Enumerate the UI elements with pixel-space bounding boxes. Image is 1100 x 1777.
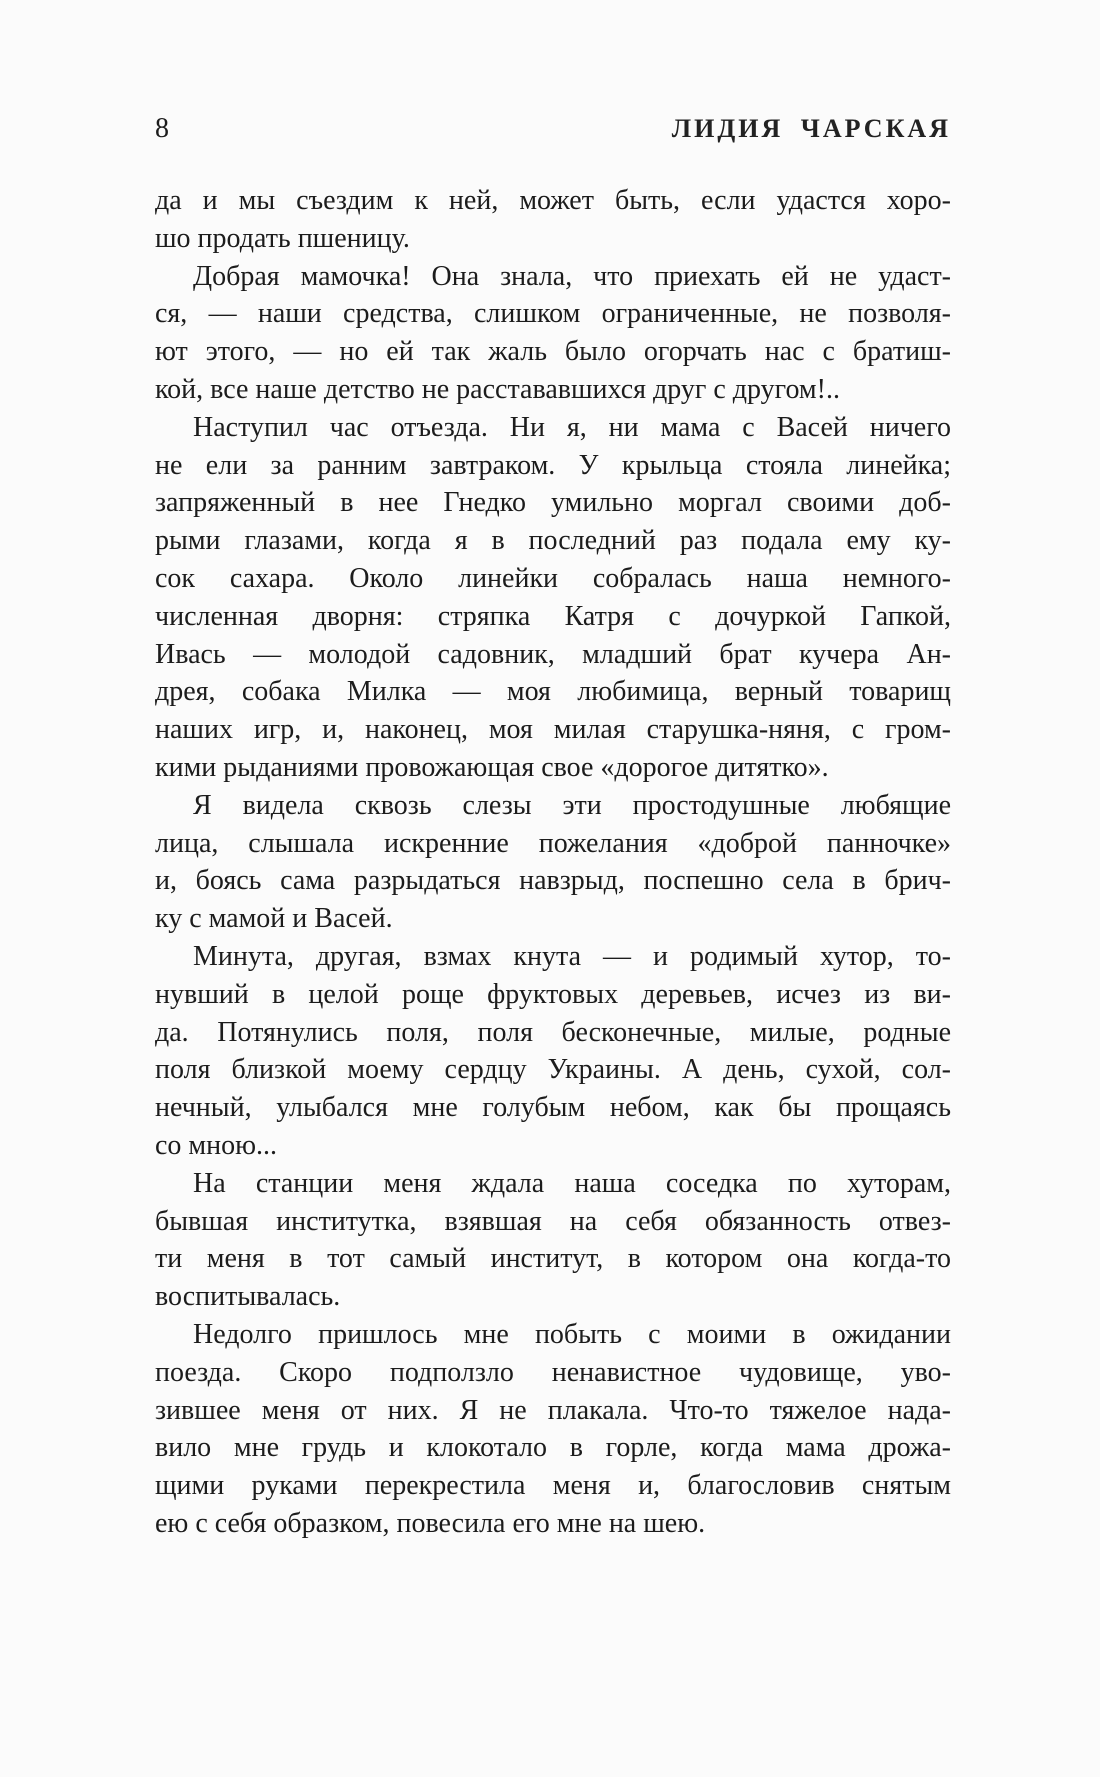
text-line: да. Потянулись поля, поля бесконечные, милые, родные [155,1016,951,1048]
text-line: На станции меня ждала наша соседка по хуторам, [193,1167,951,1199]
text-line: Ивась — молодой садовник, младший брат кучера Ан- [155,638,951,670]
paragraph [155,182,951,258]
text-line: вило мне грудь и клокотало в горле, когда мама дрожа- [155,1432,951,1464]
text-line: Минута, другая, взмах кнута — и родимый хутор, то- [193,940,951,972]
text-line: наших игр, и, наконец, моя милая старушка-няня, с гром- [155,714,951,746]
running-header-title: ЛИДИЯ ЧАРСКАЯ [671,114,951,143]
text-line: лица, слышала искренние пожелания «доброй панночке» [155,827,951,859]
text-line: дрея, собака Милка — моя любимица, верный товарищ [155,676,951,708]
text-line: воспитывалась. [155,1281,341,1313]
text-line: щими руками перекрестила меня и, благословив снятым [155,1470,951,1502]
text-line: поля близкой моему сердцу Украины. А день, сухой, сол- [155,1054,951,1086]
text-line: бывшая институтка, взявшая на себя обязанность отвез- [155,1205,951,1237]
paragraph [155,1316,951,1543]
text-line: численная дворня: стряпка Катря с дочуркой Гапкой, [155,600,951,632]
paragraph [155,409,951,787]
page-content [155,112,951,1543]
text-line: не ели за ранним завтраком. У крыльца стояла линейка; [155,449,951,481]
text-line: Я видела сквозь слезы эти простодушные любящие [193,789,951,821]
paragraph [155,787,951,938]
text-line: Добрая мамочка! Она знала, что приехать ей не удаст- [193,260,951,292]
text-line: ти меня в тот самый институт, в котором она когда-то [155,1243,951,1275]
text-line: запряженный в нее Гнедко умильно моргал своими доб- [155,487,951,519]
text-line: ся, — наши средства, слишком ограниченные, не позволя- [155,298,951,330]
body-text [155,182,951,1543]
paragraph [155,938,951,1165]
text-line: и, боясь сама разрыдаться навзрыд, поспешно села в брич- [155,865,951,897]
text-line: нувший в целой роще фруктовых деревьев, исчез из ви- [155,978,951,1010]
text-line: кими рыданиями провожающая свое «дорогое дитятко». [155,751,829,783]
text-line: рыми глазами, когда я в последний раз подала ему ку- [155,525,951,557]
running-head [155,112,951,146]
text-line: со мною... [155,1129,278,1161]
text-line: кой, все наше детство не расстававшихся друг с другом!.. [155,373,840,405]
text-line: ею с себя образком, повесила его мне на шею. [155,1507,706,1539]
text-line: поезда. Скоро подползло ненавистное чудовище, уво- [155,1356,951,1388]
paragraph [155,258,951,409]
text-line: шо продать пшеницу. [155,222,410,254]
text-line: ют этого, — но ей так жаль было огорчать нас с братиш- [155,336,951,368]
text-line: Наступил час отъезда. Ни я, ни мама с Васей ничего [193,411,951,443]
text-line: ку с мамой и Васей. [155,903,393,935]
text-line: Недолго пришлось мне побыть с моими в ожидании [193,1318,951,1350]
text-line: зившее меня от них. Я не плакала. Что-то тяжелое нада- [155,1394,951,1426]
text-line: нечный, улыбался мне голубым небом, как бы прощаясь [155,1092,951,1124]
page-number: 8 [155,113,169,144]
text-line: сок сахара. Около линейки собралась наша немного- [155,562,951,594]
paragraph [155,1165,951,1316]
text-line: да и мы съездим к ней, может быть, если удастся хоро- [155,185,951,216]
